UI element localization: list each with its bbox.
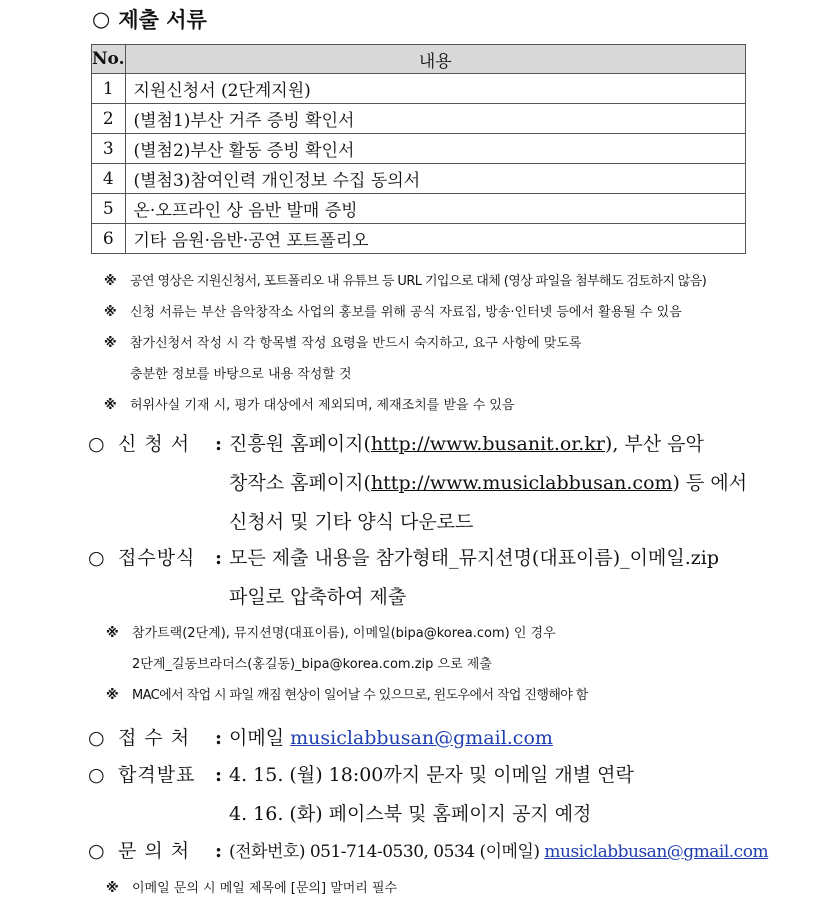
table-header-row [92,45,746,74]
row-content: (별첨3)참여인력 개인정보 수집 동의서 [125,164,746,194]
colon: : [215,840,223,862]
row-content: 지원신청서 (2단계지원) [125,74,746,104]
contact-email-link[interactable]: musiclabbusan@gmail.com [544,842,769,862]
section-heading [92,4,207,34]
note-mark-icon: ※ [106,688,119,703]
table-row [92,134,746,164]
note-video [104,266,754,297]
row-content: (별첨1)부산 거주 증빙 확인서 [125,104,746,134]
submit-method-notes [106,618,766,711]
bullet-icon: ○ [88,433,105,455]
apply-form-text: ) 등 에서 [672,472,748,494]
submit-method-text: 모든 제출 내용을 참가형태_뮤지션명(대표이름)_이메일.zip [229,547,720,569]
note-inquiry [106,873,397,904]
musiclab-link[interactable]: http://www.musiclabbusan.com [370,472,673,494]
col-content-header: 내용 [125,45,746,74]
result-section [88,756,634,834]
colon: : [215,433,223,455]
note-mark-icon: ※ [106,626,119,641]
row-no: 1 [92,74,126,104]
apply-form-text: ), 부산 음악 [604,433,704,455]
table-row [92,74,746,104]
row-content: 온·오프라인 상 음반 발매 증빙 [125,194,746,224]
note-mark-icon: ※ [104,305,117,320]
documents-table [91,44,746,254]
apply-form-text: 진흥원 홈페이지( [229,433,371,455]
note-text: 이메일 문의 시 메일 제목에 [문의] 말머리 필수 [132,881,398,896]
heading-circle-icon: ○ [92,7,111,31]
apply-form-text: 창작소 홈페이지( [229,472,371,494]
note-mark-icon: ※ [104,336,117,351]
submit-method-text: 파일로 압축하여 제출 [229,586,407,608]
note-mark-icon: ※ [104,398,117,413]
apply-form-text: 신청서 및 기타 양식 다운로드 [229,511,474,533]
row-content: 기타 음원·음반·공연 포트폴리오 [125,224,746,254]
note-text: 참가신청서 작성 시 각 항목별 작성 요령을 반드시 숙지하고, 요구 사항에 맞도록 [130,336,582,351]
note-mark-icon: ※ [106,881,119,896]
table-row [92,194,746,224]
note-text: MAC에서 작업 시 파일 깨짐 현상이 일어날 수 있으므로, 윈도우에서 작업 진행해야 함 [132,688,588,703]
note-text: 허위사실 기재 시, 평가 대상에서 제외되며, 제재조치를 받을 수 있음 [130,398,515,413]
note-mark-icon: ※ [104,274,117,289]
row-no: 5 [92,194,126,224]
result-text: 4. 16. (화) 페이스북 및 홈페이지 공지 예정 [229,803,592,825]
note-mac [106,680,766,711]
receiver-section [88,719,553,758]
section-title: 제출 서류 [118,7,207,32]
receiver-text: 이메일 [229,727,291,749]
contact-section [88,832,768,871]
submit-method-section [88,539,719,617]
contact-label: 문 의 처 [118,840,191,862]
submission-notes [104,266,754,421]
note-text: 충분한 정보를 바탕으로 내용 작성할 것 [130,367,352,382]
result-label: 합격발표 [118,764,196,786]
busanit-link[interactable]: http://www.busanit.or.kr [370,433,605,455]
row-no: 6 [92,224,126,254]
submit-method-label: 접수방식 [118,547,196,569]
bullet-icon: ○ [88,727,105,749]
note-usage [104,297,754,328]
apply-form-label: 신 청 서 [118,433,191,455]
contact-text: (전화번호) 051-714-0530, 0534 (이메일) [229,842,545,862]
receiver-email-link[interactable]: musiclabbusan@gmail.com [290,727,553,749]
result-text: 4. 15. (월) 18:00까지 문자 및 이메일 개별 연락 [229,764,634,786]
note-example [106,618,766,649]
col-no-header: No. [92,45,126,74]
bullet-icon: ○ [88,840,105,862]
colon: : [215,547,223,569]
contact-notes [106,873,397,904]
table-row [92,104,746,134]
note-text: 참가트랙(2단계), 뮤지션명(대표이름), 이메일(bipa@korea.com) 인 경우 [132,626,556,641]
colon: : [215,764,223,786]
bullet-icon: ○ [88,764,105,786]
note-text: 신청 서류는 부산 음악창작소 사업의 홍보를 위해 공식 자료집, 방송·인터넷 등에서 활용될 수 있음 [130,305,682,320]
row-content: (별첨2)부산 활동 증빙 확인서 [125,134,746,164]
note-text: 공연 영상은 지원신청서, 포트폴리오 내 유튜브 등 URL 기입으로 대체 (영상 파일을 첨부해도 검토하지 않음) [130,274,707,289]
row-no: 3 [92,134,126,164]
colon: : [215,727,223,749]
note-false-info [104,390,754,421]
row-no: 4 [92,164,126,194]
bullet-icon: ○ [88,547,105,569]
table-row [92,224,746,254]
apply-form-section [88,425,747,542]
note-text: 2단계_길동브라더스(홍길동)_bipa@korea.com.zip 으로 제출 [132,657,492,672]
table-row [92,164,746,194]
note-example-cont [106,649,766,680]
row-no: 2 [92,104,126,134]
receiver-label: 접 수 처 [118,727,191,749]
note-guidelines [104,328,754,359]
note-guidelines-cont [104,359,754,390]
